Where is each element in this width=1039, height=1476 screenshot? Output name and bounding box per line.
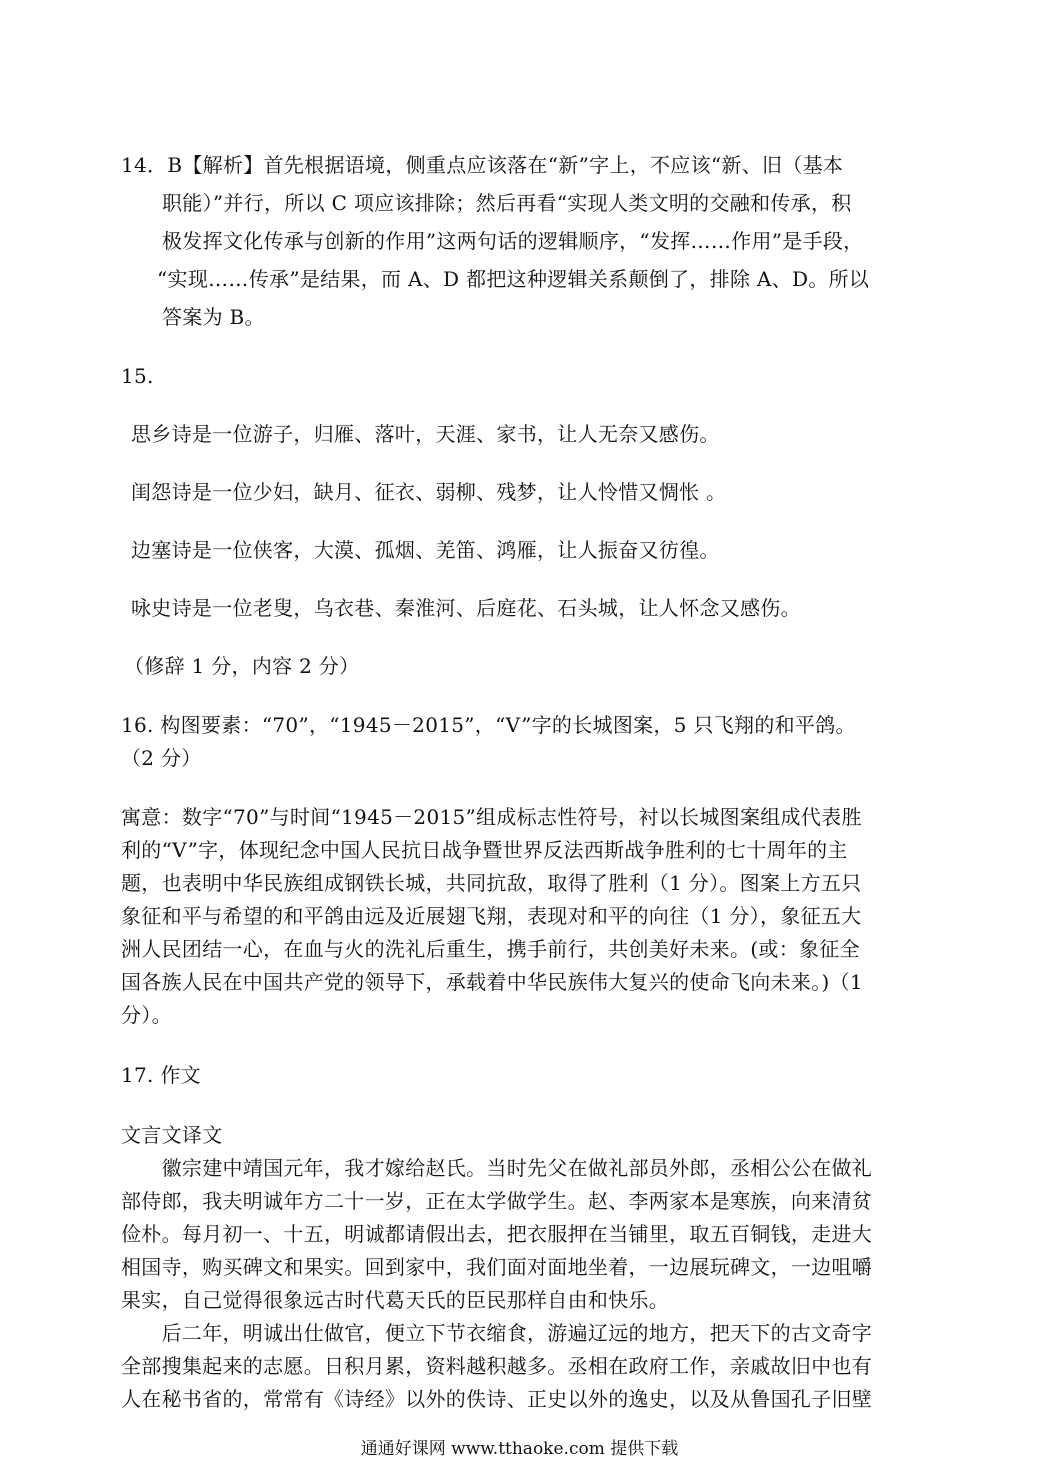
q16-line-2: （2 分） — [121, 746, 202, 770]
q16-meaning-line-4: 象征和平与希望的和平鸽由远及近展翅飞翔，表现对和平的向往（1 分），象征五大 — [121, 904, 862, 928]
q16-meaning-line-2: 利的“V”字，体现纪念中国人民抗日战争暨世界反法西斯战争胜利的七十周年的主 — [121, 838, 848, 862]
q16-meaning-line-7: 分）。 — [121, 1003, 172, 1027]
q17-title: 17. 作文 — [121, 1063, 201, 1087]
q16-line-1: 16. 构图要素：“70”，“1945－2015”，“V”字的长城图案，5 只飞翔的和平鸽。 — [121, 713, 856, 737]
page-footer: 通通好课网 www.tthaoke.com 提供下载 — [360, 1439, 679, 1459]
q14-line-4: “实现……传承”是结果，而 A、D 都把这种逻辑关系颠倒了，排除 A、D。所以 — [157, 267, 870, 291]
q14-line-1: 14．B【解析】首先根据语境，侧重点应该落在“新”字上，不应该“新、旧（基本 — [121, 153, 844, 177]
q14-line-3: 极发挥文化传承与创新的作用”这两句话的逻辑顺序，“发挥……作用”是手段， — [162, 229, 864, 253]
q15-sentence-2: 闺怨诗是一位少妇，缺月、征衣、弱柳、残梦，让人怜惜又惆怅 。 — [131, 480, 727, 504]
translation-line-8: 人在秘书省的，常常有《诗经》以外的佚诗、正史以外的逸史，以及从鲁国孔子旧壁 — [121, 1387, 873, 1411]
translation-line-7: 全部搜集起来的志愿。日积月累，资料越积越多。丞相在政府工作，亲戚故旧中也有 — [121, 1354, 873, 1378]
translation-line-2: 部侍郎，我夫明诚年方二十一岁，正在太学做学生。赵、李两家本是寒族，向来清贫 — [121, 1189, 873, 1213]
q16-meaning-line-5: 洲人民团结一心，在血与火的洗礼后重生，携手前行，共创美好未来。(或：象征全 — [121, 937, 860, 961]
q15-sentence-4: 咏史诗是一位老叟，乌衣巷、秦淮河、后庭花、石头城，让人怀念又感伤。 — [131, 596, 801, 620]
translation-line-3: 俭朴。每月初一、十五，明诚都请假出去，把衣服押在当铺里，取五百铜钱，走进大 — [121, 1222, 873, 1246]
q15-sentence-3: 边塞诗是一位侠客，大漠、孤烟、羌笛、鸿雁，让人振奋又彷徨。 — [131, 538, 720, 562]
q15-number: 15. — [121, 364, 154, 388]
q16-meaning-line-6: 国各族人民在中国共产党的领导下，承载着中华民族伟大复兴的使命飞向未来。)（1 — [121, 970, 863, 994]
q15-sentence-1: 思乡诗是一位游子，归雁、落叶，天涯、家书，让人无奈又感伤。 — [131, 422, 720, 446]
translation-line-6: 后二年，明诚出仕做官，便立下节衣缩食，游遍辽远的地方，把天下的古文奇字 — [121, 1321, 873, 1345]
translation-line-1: 徽宗建中靖国元年，我才嫁给赵氏。当时先父在做礼部员外郎，丞相公公在做礼 — [121, 1156, 873, 1180]
q14-line-5: 答案为 B。 — [162, 305, 265, 329]
q16-meaning-line-3: 题，也表明中华民族组成钢铁长城，共同抗敌，取得了胜利（1 分）。图案上方五只 — [121, 871, 862, 895]
translation-line-4: 相国寺，购买碑文和果实。回到家中，我们面对面地坐着，一边展玩碑文，一边咀嚼 — [121, 1255, 873, 1279]
q16-meaning-line-1: 寓意：数字“70”与时间“1945－2015”组成标志性符号，衬以长城图案组成代表胜 — [121, 805, 862, 829]
translation-line-5: 果实，自己觉得很象远古时代葛天氏的臣民那样自由和快乐。 — [121, 1288, 670, 1312]
translation-heading: 文言文译文 — [121, 1123, 223, 1147]
q15-score-note: （修辞 1 分，内容 2 分） — [124, 654, 360, 678]
q14-line-2: 职能）”并行，所以 C 项应该排除；然后再看“实现人类文明的交融和传承，积 — [162, 191, 852, 215]
